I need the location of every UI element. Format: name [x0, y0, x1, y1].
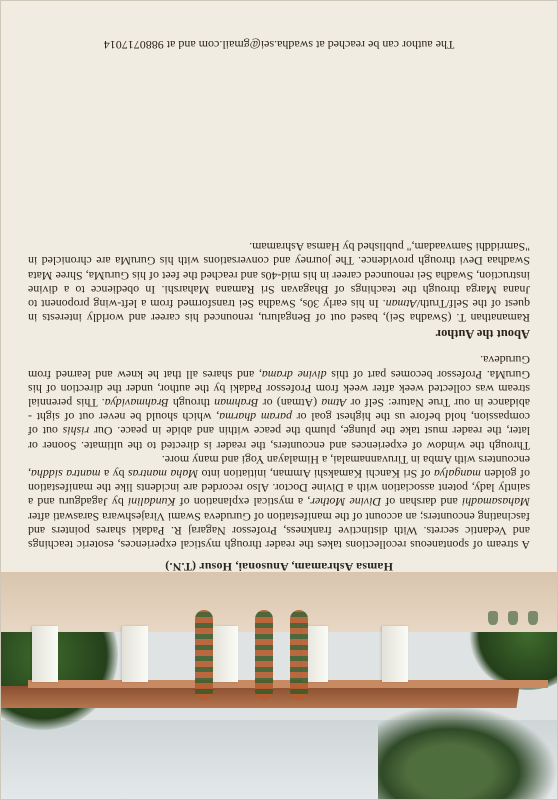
italic-term: Atma: [321, 395, 347, 410]
photo-palm-tree: [378, 705, 558, 800]
text-run: Ramanathan T. (Swadha Sei), based out of Bengaluru, renounced his career and worldly interests in quest of the Self/Truth/: [28, 296, 530, 326]
photo-pillar: [122, 626, 148, 682]
photo-courtyard-floor: [0, 572, 558, 632]
text-run: out of compassion, hold before us the highest goal or: [28, 410, 530, 439]
text-run: of Sri Kanchi Kamakshi Amman, initiation into: [198, 466, 434, 481]
italic-term: Mahasamadhi: [461, 495, 530, 510]
blurb-text: [28, 240, 530, 552]
italic-term: Kundalini: [127, 495, 176, 510]
italic-term: Atman: [385, 296, 417, 311]
photo-plant-pot: [528, 611, 538, 625]
ashram-photo: [0, 572, 558, 800]
photo-flower-vine: [290, 610, 308, 700]
text-run: (Atman) or: [258, 395, 322, 410]
italic-term: divine drama: [261, 367, 327, 382]
photo-caption: Hamsa Ashramam, Anusonai, Hosur (T.N.): [165, 560, 393, 574]
text-run: . This perennial stream was collected week after week from Professor Padaki by the author, under the direction of his GuruMa. Professor becomes part of this: [28, 367, 530, 410]
text-run: , and shares all that he knew and learned from Gurudeva.: [27, 353, 530, 382]
blurb-paragraph-1: [28, 453, 530, 552]
author-contact-line: The author can be reached at swadha.sei@gmail.com and at 9880717014: [103, 38, 455, 52]
text-run: and darshan of: [381, 495, 462, 510]
text-run: Through the window of experiences and encounters, the reader is directed to the ultimate. Sooner or later, the reader must take the plunge, plumb the peace within and abide in peace. Our: [28, 424, 530, 453]
text-run: by a: [100, 466, 128, 481]
text-run: , encounters with Amba in Tiruvannamalai, a Himalayan Yogi and many more.: [28, 452, 530, 481]
text-run: by Jagadguru and a saintly lady, potent association with a Divine Doctor. Also recorded are incidents like the manifestation of golden: [27, 466, 530, 510]
text-run: , which should be never out of sight - abidance in our True Nature: Self or: [28, 395, 530, 425]
photo-flower-vine: [255, 610, 273, 700]
photo-plant-pot: [508, 611, 518, 625]
photo-pillar: [382, 626, 408, 682]
about-author-paragraph: [28, 240, 530, 325]
italic-term: Brahmavidya: [104, 395, 169, 410]
photo-pillar: [212, 626, 238, 682]
italic-term: mangalya: [433, 466, 481, 481]
italic-term: rishis: [62, 424, 90, 439]
text-run: through: [168, 395, 215, 410]
photo-plant-pot: [488, 611, 498, 625]
text-run: , a mystical explanation of: [175, 495, 311, 510]
photo-flower-vine: [195, 610, 213, 700]
blurb-paragraph-2: [28, 353, 530, 452]
text-run: A stream of spontaneous recollections takes the reader through mystical experiences, esoteric teachings and Vedantic secrets. With distinctive frankness, Professor Nagaraj R. Padaki shares pointers and fascinating encounters; an account of the manifestation of Gurudeva Swami Virajeshwara Saraswati after: [28, 509, 530, 552]
photo-roof-eave: [28, 680, 548, 688]
about-author-heading: About the Author: [435, 327, 530, 342]
italic-term: Brahman: [214, 395, 259, 410]
italic-term: Maha mantras: [127, 466, 199, 481]
text-run: . In his early 30s, Swadha Sei transformed from a left-wing proponent to Jnana Marga through the teachings of Bhagavan Sri Ramana Maharshi. In obedience to a divine instruction, Swadha Sei renounced career in his mid-40s and reached the feet of his GuruMa, Shree Mata Swadhaa Devi through providence. The journey and conversations with his GuruMa are chronicled in "Samriddhi Samvaadam," published by Hamsa Ashramam.: [28, 240, 530, 311]
italic-term: Divine Mother: [310, 495, 382, 510]
italic-term: mantra siddha: [30, 466, 101, 481]
italic-term: param dharma: [219, 410, 292, 425]
photo-pillar: [32, 626, 58, 682]
